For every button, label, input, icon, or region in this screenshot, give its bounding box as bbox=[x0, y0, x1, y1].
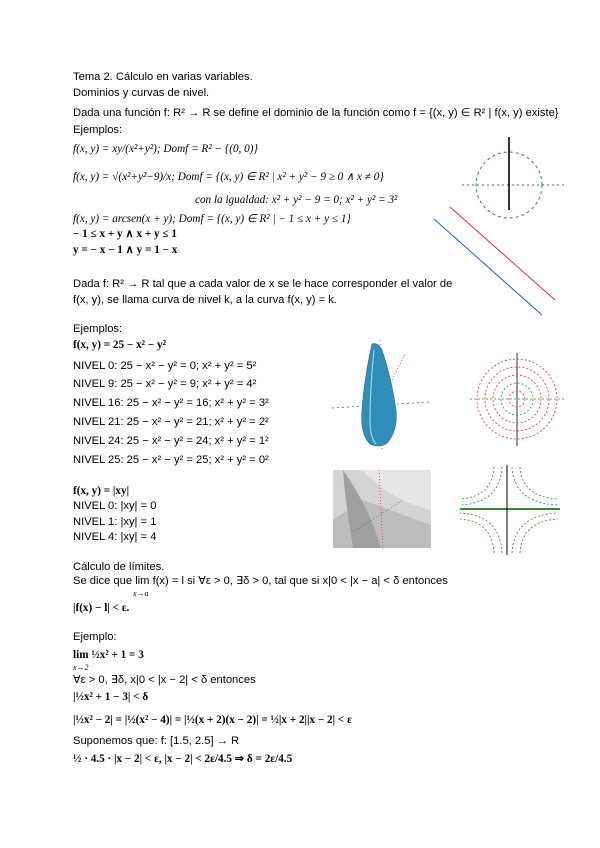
delta-result: ½ · 4.5 · |x − 2| < ε, |x − 2| < 2ε/4.5 ⇒ δ = 2ε/4.5 bbox=[73, 753, 293, 765]
level-curve-def-2: f(x, y), se llama curva de nivel k, a la curva f(x, y) = k. bbox=[73, 294, 337, 306]
limit-step-1: |½x² + 1 − 3| < δ bbox=[73, 691, 149, 703]
abs-xy-level-curves-figure bbox=[460, 465, 560, 555]
nivel-24: NIVEL 24: 25 − x² − y² = 24; x² + y² = 1² bbox=[73, 435, 269, 447]
examples-heading-2: Ejemplos: bbox=[73, 323, 123, 335]
line-y-eq-1-minus-x bbox=[450, 207, 555, 300]
arcsen-domain-lines-figure bbox=[430, 205, 560, 320]
paraboloid-3d-figure bbox=[330, 340, 430, 450]
title-tema: Tema 2. Cálculo en varias variables. bbox=[73, 71, 253, 83]
hyperbola-k4-q3 bbox=[460, 519, 494, 553]
abs-nivel-1: NIVEL 1: |xy| = 1 bbox=[73, 516, 157, 528]
example-3-ineq: − 1 ≤ x + y ∧ x + y ≤ 1 bbox=[73, 228, 177, 240]
examples-heading-1: Ejemplos: bbox=[73, 124, 123, 136]
limit-definition: Se dice que lim f(x) = l si ∀ε > 0, ∃δ > 0, tal que si x|0 < |x − a| < δ entonces bbox=[73, 575, 448, 587]
example-2: f(x, y) = √(x²+y²−9)/x; Domf = {(x, y) ∈ R² | x² + y² − 9 ≥ 0 ∧ x ≠ 0} bbox=[73, 171, 384, 183]
concentric-level-curves-figure bbox=[470, 353, 565, 448]
level-curve-def-1: Dada f: R² → R tal que a cada valor de x se le hace corresponder el valor de bbox=[73, 278, 453, 290]
limit-example-sub: x→2 bbox=[73, 663, 89, 672]
limit-step-2: |½x² − 2| = |½(x² − 4)| = |½(x + 2)(x − 2)| = ½|x + 2||x − 2| < ε bbox=[73, 714, 352, 726]
nivel-21: NIVEL 21: 25 − x² − y² = 21; x² + y² = 2² bbox=[73, 416, 269, 428]
paraboloid-func: f(x, y) = 25 − x² − y² bbox=[73, 339, 166, 351]
nivel-16: NIVEL 16: 25 − x² − y² = 16; x² + y² = 3² bbox=[73, 397, 269, 409]
limit-epsilon-delta: ∀ε > 0, ∃δ, x|0 < |x − 2| < δ entonces bbox=[73, 674, 256, 686]
nivel-0: NIVEL 0: 25 − x² − y² = 0; x² + y² = 5² bbox=[73, 360, 257, 372]
domain-definition: Dada una función f: R² → R se define el dominio de la función como f = {(x, y) ∈ R² | f(x, y) existe} bbox=[73, 107, 559, 119]
hyperbola-k4-q4 bbox=[520, 519, 558, 553]
hyperbola-k4-q2 bbox=[460, 467, 494, 499]
abs-nivel-0: NIVEL 0: |xy| = 0 bbox=[73, 500, 157, 512]
limit-def-epsilon: |f(x) − l| < ε. bbox=[73, 602, 130, 614]
subtitle-dominios: Dominios y curvas de nivel. bbox=[73, 87, 210, 99]
limit-def-sub: x→a bbox=[133, 589, 149, 598]
nivel-9: NIVEL 9: 25 − x² − y² = 9; x² + y² = 4² bbox=[73, 378, 257, 390]
hyperbola-k1-q3 bbox=[460, 513, 502, 553]
abs-nivel-4: NIVEL 4: |xy| = 4 bbox=[73, 531, 157, 543]
limit-example: lim ½x² + 1 = 3 bbox=[73, 649, 144, 661]
hyperbola-k1-q1 bbox=[512, 467, 558, 505]
example-3: f(x, y) = arcsen(x + y); Domf = {(x, y) ∈ R² | − 1 ≤ x + y ≤ 1} bbox=[73, 213, 351, 225]
line-y-eq-minus-x-minus-1 bbox=[434, 219, 542, 315]
example-3-lines: y = − x − 1 ∧ y = 1 − x bbox=[73, 244, 178, 256]
hyperbola-k1-q2 bbox=[460, 467, 502, 505]
example-2-equality: con la igualdad: x² + y² − 9 = 0; x² + y² = 3² bbox=[195, 194, 398, 206]
example-heading-limit: Ejemplo: bbox=[73, 631, 117, 643]
abs-xy-3d-figure bbox=[333, 470, 433, 550]
nivel-25: NIVEL 25: 25 − x² − y² = 25; x² + y² = 0² bbox=[73, 454, 269, 466]
suppose-domain: Suponemos que: f: [1.5, 2.5] → R bbox=[73, 735, 240, 747]
abs-func: f(x, y) = |xy| bbox=[73, 485, 130, 497]
hyperbola-k1-q4 bbox=[512, 513, 558, 553]
3d-axis-y bbox=[392, 354, 405, 380]
example-1: f(x, y) = xy/(x²+y²); Domf = R² − {(0, 0)} bbox=[73, 143, 258, 155]
limits-heading: Cálculo de límites. bbox=[73, 561, 165, 573]
hyperbola-k4-q1 bbox=[520, 467, 558, 499]
paraboloid-surface bbox=[362, 344, 397, 446]
